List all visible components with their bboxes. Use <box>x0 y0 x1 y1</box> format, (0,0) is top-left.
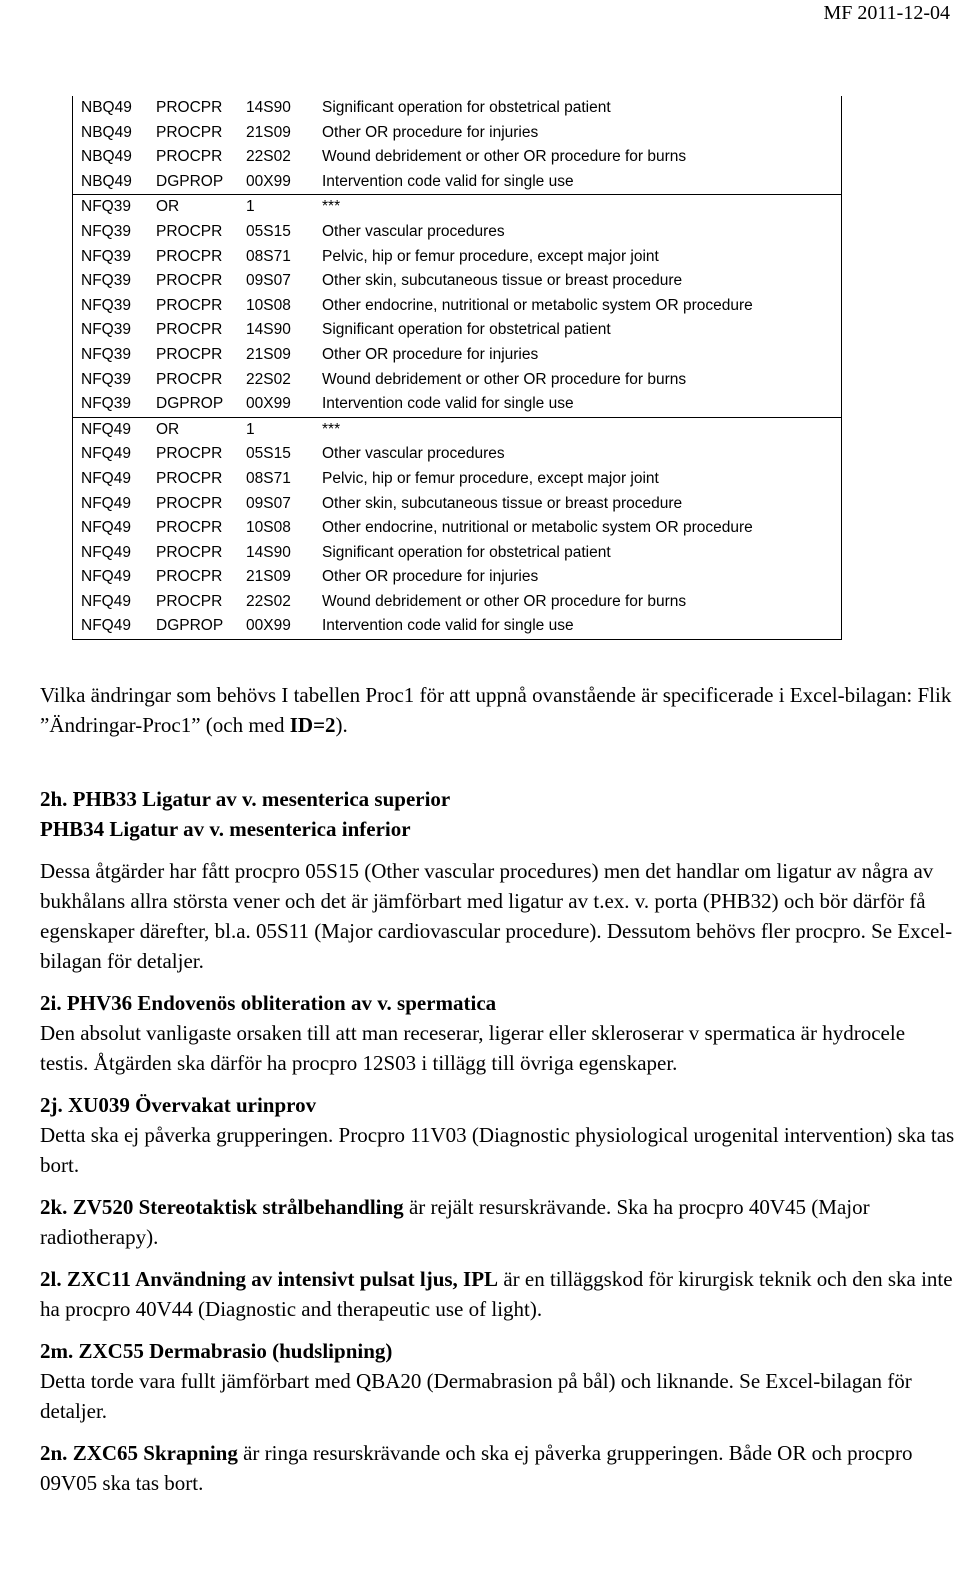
table-row <box>73 269 841 294</box>
table-cell: PROCPR <box>156 222 223 240</box>
table-cell: NBQ49 <box>81 99 132 116</box>
table-group <box>73 418 841 640</box>
table-cell: PROCPR <box>156 370 223 388</box>
document-body <box>40 680 955 1498</box>
table-group <box>73 96 841 195</box>
table-cell: NFQ49 <box>81 494 131 512</box>
table-cell: Significant operation for obstetrical patient <box>322 99 611 116</box>
table-row <box>73 195 841 220</box>
table-cell: 14S90 <box>246 321 291 339</box>
table-cell: Wound debridement or other OR procedure for burns <box>322 592 687 610</box>
table-cell: NFQ49 <box>81 445 131 463</box>
table-cell: Significant operation for obstetrical patient <box>322 543 611 561</box>
table-cell: NFQ39 <box>81 272 131 290</box>
table-cell: Other OR procedure for injuries <box>322 568 539 586</box>
table-cell: Other skin, subcutaneous tissue or breast procedure <box>322 494 683 512</box>
section-2j-title: 2j. XU039 Övervakat urinprov <box>40 1093 317 1117</box>
table-cell: Other vascular procedures <box>322 222 505 240</box>
table-cell: OR <box>156 420 180 438</box>
table-cell: 08S71 <box>246 469 291 487</box>
table-row <box>73 343 841 368</box>
table-cell: Other endocrine, nutritional or metabolic system OR procedure <box>322 296 753 314</box>
section-2j <box>40 1090 955 1180</box>
table-cell: PROCPR <box>156 445 223 463</box>
section-2j-body: Detta ska ej påverka grupperingen. Procpro 11V03 (Diagnostic physiological urogenital intervention) ska tas bort. <box>40 1123 955 1177</box>
procedure-table <box>72 96 842 640</box>
table-cell: NFQ39 <box>81 345 131 363</box>
table-cell: PROCPR <box>156 568 223 586</box>
table-cell: NFQ39 <box>81 321 131 339</box>
table-cell: 21S09 <box>246 123 291 141</box>
table-cell: 00X99 <box>246 395 291 413</box>
section-2k <box>40 1192 955 1252</box>
table-cell: Intervention code valid for single use <box>322 172 574 190</box>
section-2m <box>40 1336 955 1426</box>
header-date: MF 2011-12-04 <box>823 2 950 24</box>
table-cell: 21S09 <box>246 345 291 363</box>
table-cell: NFQ39 <box>81 296 131 314</box>
table-cell: NFQ49 <box>81 543 131 561</box>
table-cell: Significant operation for obstetrical patient <box>322 321 611 339</box>
table-cell: PROCPR <box>156 592 223 610</box>
table-cell: Pelvic, hip or femur procedure, except major joint <box>322 469 659 487</box>
table-cell: NFQ49 <box>81 592 131 610</box>
table-cell: PROCPR <box>156 148 223 166</box>
table-cell: PROCPR <box>156 469 223 487</box>
table-row <box>73 614 841 639</box>
table-row <box>73 121 841 146</box>
table-cell: 1 <box>246 198 255 216</box>
table-cell: Other skin, subcutaneous tissue or breast procedure <box>322 272 683 290</box>
table-row <box>73 442 841 467</box>
table-cell: PROCPR <box>156 494 223 512</box>
table-row <box>73 392 841 417</box>
table-cell: 05S15 <box>246 445 291 463</box>
table-cell: NFQ39 <box>81 198 131 216</box>
table-cell: 10S08 <box>246 519 291 537</box>
table-cell: DGPROP <box>156 172 224 190</box>
table-cell: Other vascular procedures <box>322 445 505 463</box>
table-row <box>73 368 841 393</box>
table-cell: PROCPR <box>156 296 223 314</box>
table-cell: 00X99 <box>246 617 291 635</box>
table-cell: 22S02 <box>246 592 291 610</box>
section-2h <box>40 784 955 976</box>
table-row <box>73 492 841 517</box>
table-row <box>73 145 841 170</box>
table-cell: PROCPR <box>156 247 223 265</box>
table-row <box>73 245 841 270</box>
section-2l <box>40 1264 955 1324</box>
table-cell: DGPROP <box>156 617 224 635</box>
table-cell: DGPROP <box>156 395 224 413</box>
table-row <box>73 418 841 443</box>
section-2i-title: 2i. PHV36 Endovenös obliteration av v. spermatica <box>40 991 497 1015</box>
table-cell: Intervention code valid for single use <box>322 617 574 635</box>
table-cell: NBQ49 <box>81 148 132 166</box>
table-cell: Other OR procedure for injuries <box>322 345 539 363</box>
table-cell: *** <box>322 198 341 216</box>
intro-paragraph: Vilka ändringar som behövs I tabellen Proc1 för att uppnå ovanstående är specificerade i Excel-bilagan: Flik ”Ändringar-Proc1” (och med ID=2). <box>40 683 952 737</box>
section-2h-subtitle: PHB34 Ligatur av v. mesenterica inferior <box>40 817 411 841</box>
table-cell: *** <box>322 420 341 438</box>
table-cell: 14S90 <box>246 543 291 561</box>
section-2n-text: 2n. ZXC65 Skrapning är ringa resurskrävande och ska ej påverka grupperingen. Både OR och procpro 09V05 ska tas bort. <box>40 1441 913 1495</box>
table-cell: PROCPR <box>156 345 223 363</box>
table-cell: NFQ39 <box>81 370 131 388</box>
table-cell: NBQ49 <box>81 172 132 190</box>
table-cell: 22S02 <box>246 370 291 388</box>
table-cell: PROCPR <box>156 543 223 561</box>
table-cell: OR <box>156 198 180 216</box>
table-cell: 14S90 <box>246 99 291 116</box>
table-group <box>73 195 841 417</box>
section-2n <box>40 1438 955 1498</box>
table-row <box>73 541 841 566</box>
table-cell: NFQ49 <box>81 469 131 487</box>
table-cell: Wound debridement or other OR procedure for burns <box>322 148 687 166</box>
section-2m-title: 2m. ZXC55 Dermabrasio (hudslipning) <box>40 1339 393 1363</box>
section-2i-body: Den absolut vanligaste orsaken till att man receserar, ligerar eller skleroserar v spermatica är hydrocele testis. Åtgärden ska därför ha procpro 12S03 i tillägg till övriga egenskaper. <box>40 1021 906 1075</box>
table-cell: PROCPR <box>156 519 223 537</box>
section-2h-body: Dessa åtgärder har fått procpro 05S15 (Other vascular procedures) men det handlar om ligatur av några av bukhålans allra största vener och det är jämförbart med ligatur av t.ex. v. porta (PHB32) och bör därför få egenskaper därefter, bl.a. 05S11 (Major cardiovascular procedure). Dessutom behövs fler procpro. Se Excel-bilagan för detaljer. <box>40 859 953 973</box>
table-row <box>73 590 841 615</box>
table-row <box>73 294 841 319</box>
table-cell: 22S02 <box>246 148 291 166</box>
table-cell: 1 <box>246 420 255 438</box>
table-row <box>73 170 841 195</box>
table-cell: 00X99 <box>246 172 291 190</box>
table-row <box>73 516 841 541</box>
section-2l-text: 2l. ZXC11 Användning av intensivt pulsat ljus, IPL är en tilläggskod för kirurgisk teknik och den ska inte ha procpro 40V44 (Diagnostic and therapeutic use of light). <box>40 1267 953 1321</box>
table-cell: 21S09 <box>246 568 291 586</box>
table-cell: PROCPR <box>156 272 223 290</box>
table-cell: PROCPR <box>156 321 223 339</box>
table-cell: 09S07 <box>246 494 291 512</box>
table-cell: NFQ39 <box>81 247 131 265</box>
table-row <box>73 96 841 121</box>
table-row <box>73 467 841 492</box>
table-cell: NBQ49 <box>81 123 132 141</box>
section-2k-text: 2k. ZV520 Stereotaktisk strålbehandling är rejält resurskrävande. Ska ha procpro 40V45 (Major radiotherapy). <box>40 1195 870 1249</box>
table-cell: 10S08 <box>246 296 291 314</box>
table-cell: Wound debridement or other OR procedure for burns <box>322 370 687 388</box>
table-cell: PROCPR <box>156 123 223 141</box>
table-cell: NFQ49 <box>81 519 131 537</box>
section-2m-body: Detta torde vara fullt jämförbart med QBA20 (Dermabrasion på bål) och liknande. Se Excel-bilagan för detaljer. <box>40 1369 912 1423</box>
table-row <box>73 318 841 343</box>
table-cell: Other endocrine, nutritional or metabolic system OR procedure <box>322 519 753 537</box>
table-cell: NFQ49 <box>81 617 131 635</box>
table-row <box>73 220 841 245</box>
table-cell: 09S07 <box>246 272 291 290</box>
table-cell: Intervention code valid for single use <box>322 395 574 413</box>
table-cell: NFQ39 <box>81 222 131 240</box>
table-cell: 08S71 <box>246 247 291 265</box>
table-cell: NFQ49 <box>81 420 131 438</box>
table-cell: 05S15 <box>246 222 291 240</box>
table-cell: Pelvic, hip or femur procedure, except major joint <box>322 247 659 265</box>
section-2h-title: 2h. PHB33 Ligatur av v. mesenterica superior <box>40 787 451 811</box>
section-2i <box>40 988 955 1078</box>
table-row <box>73 565 841 590</box>
table-cell: Other OR procedure for injuries <box>322 123 539 141</box>
table-cell: NFQ39 <box>81 395 131 413</box>
table-cell: NFQ49 <box>81 568 131 586</box>
table-cell: PROCPR <box>156 99 223 116</box>
